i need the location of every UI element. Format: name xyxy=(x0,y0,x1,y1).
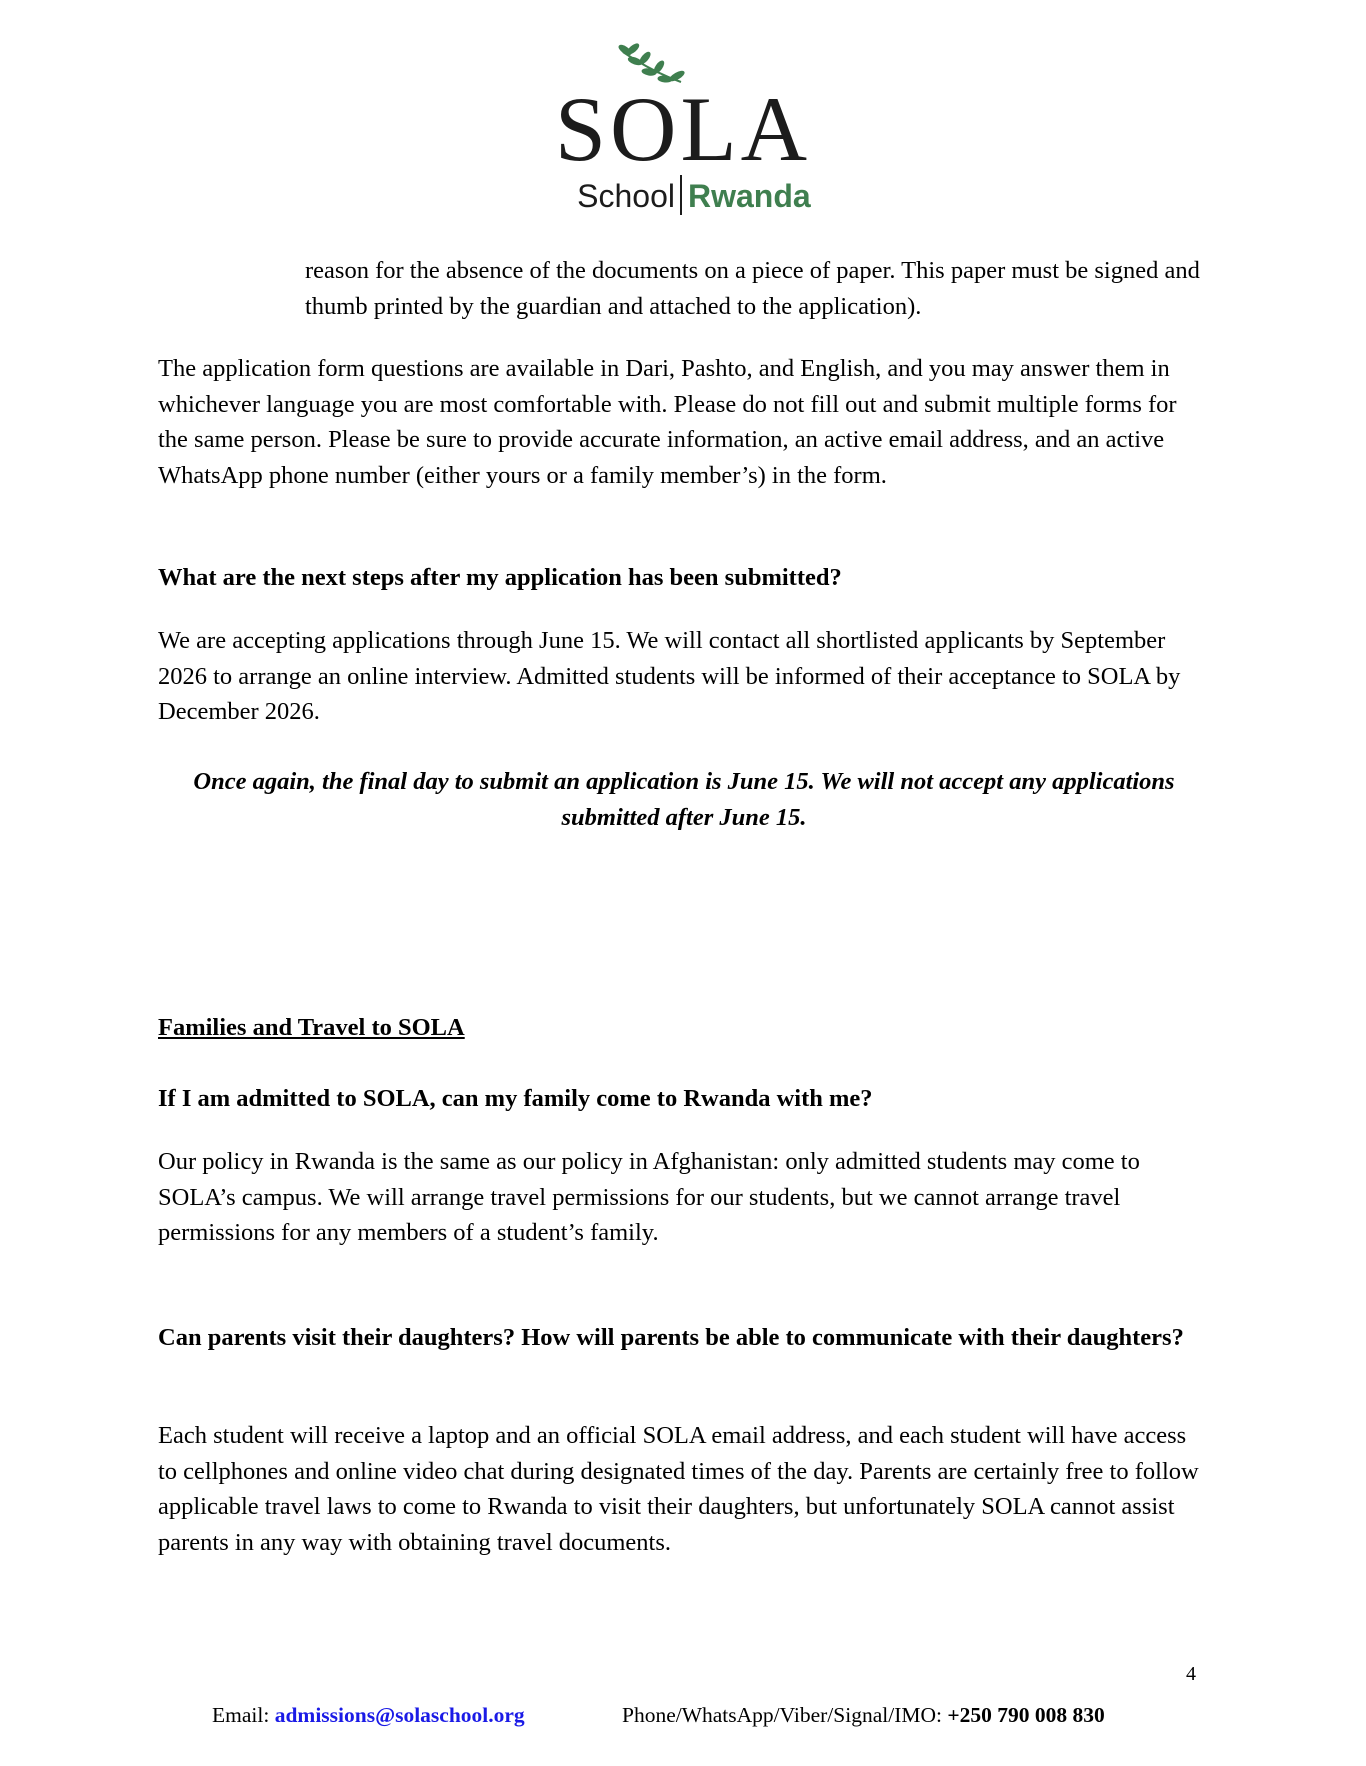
next-steps-paragraph: We are accepting applications through June 15. We will contact all shortlisted applicants by September 2026 to arrange an online interview. Admitted students will be informed of their acceptance to SOLA by December 2026. xyxy=(158,627,1181,725)
family-heading: If I am admitted to SOLA, can my family come to Rwanda with me? xyxy=(158,1085,873,1112)
logo-country-text: Rwanda xyxy=(688,178,811,214)
sola-logo xyxy=(0,0,1366,230)
sola-logo-graphic xyxy=(503,0,863,230)
next-steps-heading: What are the next steps after my application has been submitted? xyxy=(158,564,842,591)
page-number: 4 xyxy=(1186,1663,1196,1685)
footer-email-link[interactable]: admissions@solaschool.org xyxy=(274,1703,525,1727)
continued-paragraph: reason for the absence of the documents on a piece of paper. This paper must be signed and thumb printed by the guardian and attached to the application). xyxy=(305,257,1200,320)
visit-paragraph: Each student will receive a laptop and an official SOLA email address, and each student will have access to cellphones and online video chat during designated times of the day. Parents are certainly free to follow applicable travel laws to come to Rwanda to visit their daughters, but unfortunately SOLA cannot assist parents in any way with obtaining travel documents. xyxy=(158,1422,1199,1556)
logo-school-text: School xyxy=(577,178,675,214)
logo-title: SOLA xyxy=(554,78,812,180)
footer-email xyxy=(212,1703,525,1728)
footer-phone-number: +250 790 008 830 xyxy=(947,1703,1105,1727)
visit-heading: Can parents visit their daughters? How will parents be able to communicate with their daughters? xyxy=(158,1324,1184,1351)
family-paragraph: Our policy in Rwanda is the same as our policy in Afghanistan: only admitted students may come to SOLA’s campus. We will arrange travel permissions for our students, but we cannot arrange travel permissions for any members of a student’s family. xyxy=(158,1148,1140,1246)
footer-phone-label: Phone/WhatsApp/Viber/Signal/IMO: xyxy=(622,1703,942,1727)
languages-paragraph: The application form questions are available in Dari, Pashto, and English, and you may answer them in whichever language you are most comfortable with. Please do not fill out and submit multiple forms for the same person. Please be sure to provide accurate information, an active email address, and an active WhatsApp phone number (either yours or a family member’s) in the form. xyxy=(158,355,1177,489)
footer-phone xyxy=(622,1703,1105,1728)
section-title: Families and Travel to SOLA xyxy=(158,1014,465,1041)
deadline-notice: Once again, the final day to submit an application is June 15. We will not accept any applications submitted after June 15. xyxy=(193,768,1175,831)
footer-email-label: Email: xyxy=(212,1703,270,1727)
olive-branch-icon xyxy=(618,42,686,82)
